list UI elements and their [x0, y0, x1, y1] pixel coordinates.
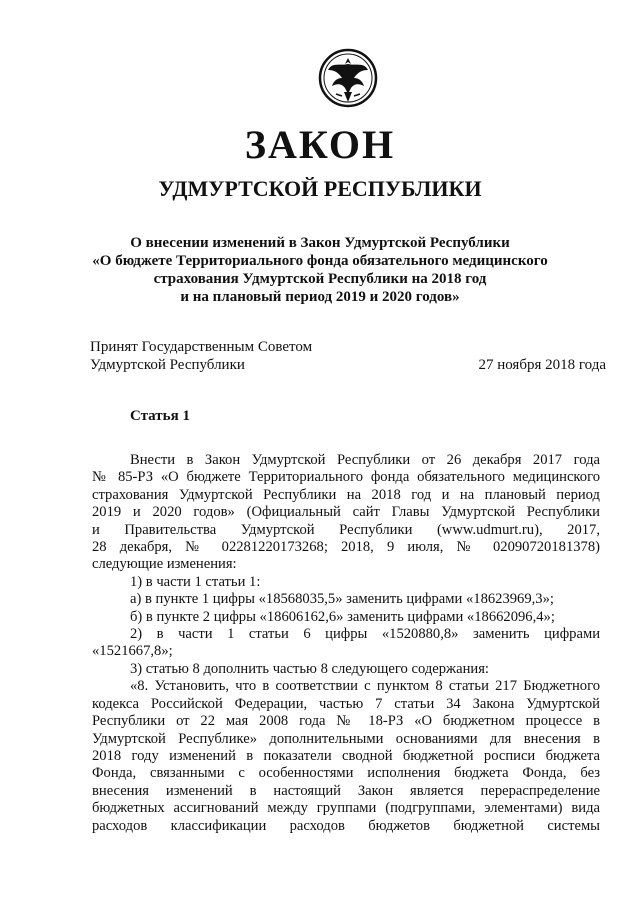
body-line: Фонда, связанными с особенностями исполнения бюджета Фонда, без	[92, 765, 600, 782]
body-line: Внести в Закон Удмуртской Республики от 26 декабря 2017 года	[130, 452, 600, 468]
body-line: бюджетных ассигнований между группами (подгруппами, элементами) вида	[92, 800, 600, 817]
body-line: кодекса Российской Федерации, частью 7 статьи 34 Закона Удмуртской	[92, 695, 600, 712]
article-body	[92, 452, 600, 835]
law-name-line: страхования Удмуртской Республики на 2018 год	[153, 271, 487, 287]
law-name	[0, 234, 640, 306]
document-subtitle: УДМУРТСКОЙ РЕСПУБЛИКИ	[158, 176, 482, 201]
article-title: Статья 1	[130, 408, 190, 424]
document-title: ЗАКОН	[244, 122, 396, 167]
body-line: 2018 году изменений в показатели сводной бюджетной росписи бюджета	[92, 747, 600, 764]
law-name-line: О внесении изменений в Закон Удмуртской Республики	[130, 235, 510, 251]
law-name-line: «О бюджете Территориального фонда обязательного медицинского	[92, 253, 548, 269]
body-line: 2) в части 1 статьи 6 цифры «1520880,8» заменить цифрами	[130, 626, 600, 643]
body-line: № 85-РЗ «О бюджете Территориального фонда обязательного медицинского	[92, 469, 600, 486]
udmurt-coat-of-arms-icon	[318, 48, 378, 108]
body-line: и Правительства Удмуртской Республики (www.udmurt.ru), 2017,	[92, 521, 600, 538]
body-line: 1) в части 1 статьи 1:	[130, 573, 261, 590]
adoption-date: 27 ноября 2018 года	[478, 357, 606, 373]
body-line: следующие изменения:	[92, 556, 237, 573]
body-line: Республики от 22 мая 2008 года № 18-РЗ «О бюджетном процессе в	[92, 713, 600, 730]
body-line: расходов классификации расходов бюджетов бюджетной системы	[92, 817, 600, 834]
body-line: а) в пункте 1 цифры «18568035,5» заменить цифрами «18623969,3»;	[130, 591, 554, 608]
adoption-line: Принят Государственным Советом	[90, 339, 313, 355]
body-line: 28 декабря, № 02281220173268; 2018, 9 июля, № 02090720181378)	[92, 539, 600, 556]
body-line: «1521667,8»;	[92, 643, 173, 660]
body-line: 3) статью 8 дополнить частью 8 следующего содержания:	[130, 660, 489, 677]
body-line: 2019 и 2020 годов» (Официальный сайт Главы Удмуртской Республики	[92, 504, 600, 521]
body-line: «8. Установить, что в соответствии с пунктом 8 статьи 217 Бюджетного	[130, 678, 600, 695]
law-name-line: и на плановый период 2019 и 2020 годов»	[180, 289, 460, 305]
body-line: б) в пункте 2 цифры «18606162,6» заменить цифрами «18662096,4»;	[130, 608, 555, 625]
body-line: страхования Удмуртской Республики на 2018 год и на плановый период	[92, 486, 600, 503]
body-line: Удмуртской Республике» дополнительными основаниями для внесения в	[92, 730, 600, 747]
adoption-line: Удмуртской Республики	[90, 357, 245, 373]
body-line: внесения изменений в настоящий Закон является перераспределение	[92, 782, 600, 799]
adoption-body	[90, 338, 312, 374]
